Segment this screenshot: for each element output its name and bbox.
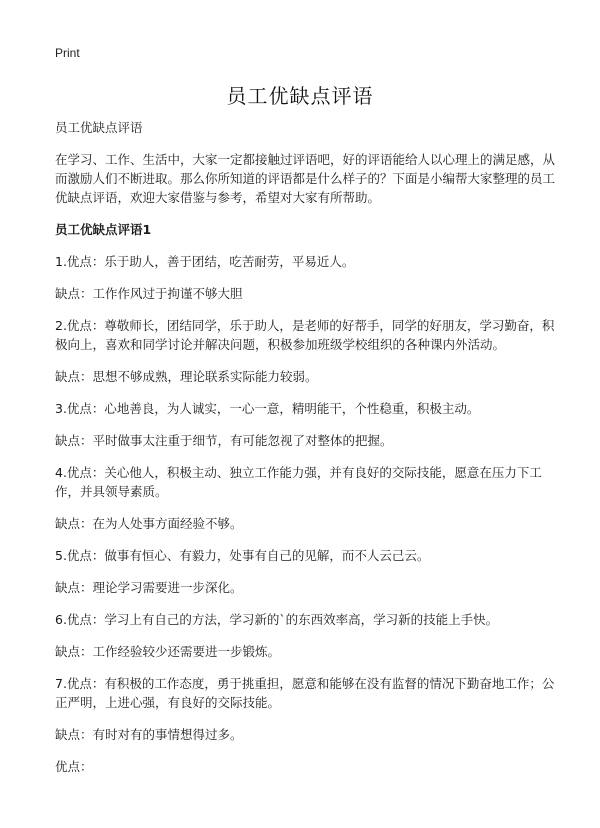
con-item-4: 缺点：在为人处事方面经验不够。 — [55, 516, 243, 531]
pro-item-5: 5.优点：做事有恒心、有毅力，处事有自己的见解，而不人云己云。 — [55, 548, 430, 563]
pro-item-6: 6.优点：学习上有自己的方法，学习新的`的东西效率高，学习新的技能上手快。 — [55, 612, 499, 627]
con-item-5: 缺点：理论学习需要进一步深化。 — [55, 580, 243, 595]
con-item-1: 缺点：工作作风过于拘谨不够大胆 — [55, 286, 243, 301]
con-item-7: 缺点：有时对有的事情想得过多。 — [55, 727, 243, 742]
intro-paragraph: 在学习、工作、生活中，大家一定都接触过评语吧，好的评语能给人以心理上的满足感，从而激励人们不断进取。那么你所知道的评语都是什么样子的？下面是小编帮大家整理的员工优缺点评语，欢迎大家借鉴与参考，希望对大家有所帮助。 — [55, 152, 556, 205]
con-item-2: 缺点：思想不够成熟，理论联系实际能力较弱。 — [55, 369, 318, 384]
section-heading: 员工优缺点评语1 — [55, 222, 152, 237]
pro-item-7: 7.优点：有积极的工作态度，勇于挑重担，愿意和能够在没有监督的情况下勤奋地工作；公正严明，上进心强，有良好的交际技能。 — [55, 676, 555, 710]
pro-item-8: 优点： — [55, 759, 93, 774]
con-item-6: 缺点：工作经验较少还需要进一步锻炼。 — [55, 644, 281, 659]
pro-item-4: 4.优点：关心他人，积极主动、独立工作能力强，并有良好的交际技能，愿意在压力下工作，并具领导素质。 — [55, 465, 542, 499]
pro-item-1: 1.优点：乐于助人，善于团结，吃苦耐劳，平易近人。 — [55, 254, 355, 269]
page-title: 员工优缺点评语 — [226, 84, 374, 108]
pro-item-3: 3.优点：心地善良，为人诚实，一心一意，精明能干，个性稳重，积极主动。 — [55, 401, 480, 416]
document-subtitle: 员工优缺点评语 — [55, 120, 143, 135]
print-link[interactable]: Print — [55, 46, 80, 60]
con-item-3: 缺点：平时做事太注重于细节，有可能忽视了对整体的把握。 — [55, 433, 393, 448]
pro-item-2: 2.优点：尊敬师长，团结同学，乐于助人，是老师的好帮手，同学的好朋友，学习勤奋，积极向上，喜欢和同学讨论并解决问题，积极参加班级学校组织的各种课内外活动。 — [55, 318, 555, 352]
document-body — [55, 118, 555, 789]
